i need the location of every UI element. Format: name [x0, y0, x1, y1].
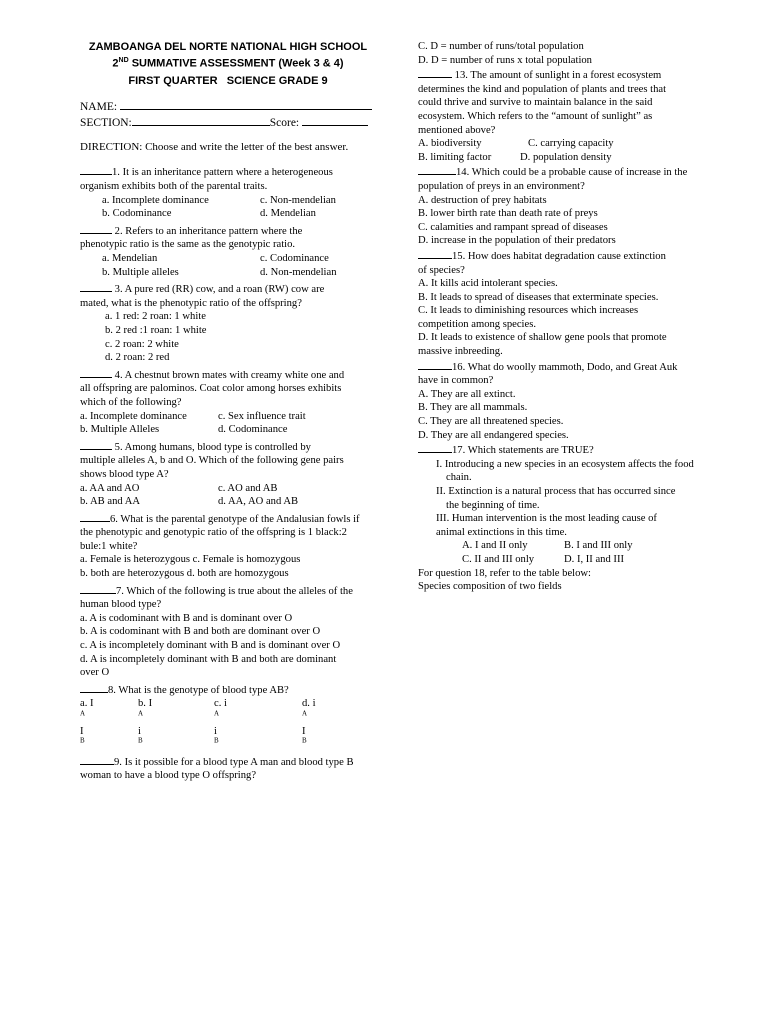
- question-4: 4. A chestnut brown mates with creamy white one and all offspring are palominos. Coat color among horses exhibits which of the following? a. Incomplete dominance c. Sex influence trait b. Multiple Alleles d. Codominance: [80, 367, 376, 437]
- answer-blank[interactable]: [80, 754, 114, 765]
- option-c: C. II and III only: [462, 553, 535, 565]
- question-14: 14. Which could be a probable cause of increase in the population of preys in an environment? A. destruction of prey habitats B. lower birth rate than death rate of preys C. calamities and rampant spread of diseases D. increase in the population of their predators: [418, 164, 713, 248]
- answer-blank[interactable]: [80, 367, 112, 378]
- answer-blank[interactable]: [418, 164, 456, 175]
- name-blank[interactable]: [120, 98, 372, 110]
- answer-blank[interactable]: [418, 248, 452, 259]
- option-c: C. D = number of runs/total population: [418, 41, 584, 52]
- school-name: ZAMBOANGA DEL NORTE NATIONAL HIGH SCHOOL: [88, 41, 368, 53]
- quarter-subject: FIRST QUARTER SCIENCE GRADE 9: [128, 74, 328, 87]
- option-d: D. population density: [520, 151, 612, 163]
- option-b: B. It leads to spread of diseases that exterminate species.: [418, 291, 659, 303]
- answer-blank[interactable]: [80, 511, 110, 522]
- question-3: 3. A pure red (RR) cow, and a roan (RW) cow are mated, what is the phenotypic ratio of the offspring? a. 1 red: 2 roan: 1 white b. 2 red :1 roan: 1 white c. 2 roan: 2 white d. 2 roan: 2 red: [80, 281, 376, 365]
- option-b: b. Multiple alleles: [102, 266, 179, 278]
- score-blank[interactable]: [302, 114, 368, 126]
- question-16: 16. What do woolly mammoth, Dodo, and Great Auk have in common? A. They are all extinct. B. They are all mammals. C. They are all threatened species. D. They are all endangered species.: [418, 359, 713, 443]
- answer-blank[interactable]: [80, 223, 112, 234]
- question-15: 15. How does habitat degradation cause extinction of species? A. It kills acid intolerant species. B. It leads to spread of diseases that exterminate species. C. It leads to diminishing resources which increases competition among species. D. It leads to existence of shallow gene pools that promote massive inbreeding.: [418, 248, 713, 359]
- option-c: C. They are all threatened species.: [418, 416, 564, 428]
- option-d: d. AA, AO and AB: [218, 496, 299, 508]
- option-d: d. Non-mendelian: [260, 266, 337, 278]
- option-d: d. Mendelian: [260, 208, 316, 220]
- question-9: 9. Is it possible for a blood type A man and blood type B woman to have a blood type O offspring?: [80, 754, 376, 783]
- option-b: B. They are all mammals.: [418, 402, 528, 414]
- option-c: c. i $^A$ i $^B$: [214, 698, 227, 745]
- right-column: [418, 40, 713, 594]
- option-d: D. increase in the population of their predators: [418, 235, 616, 247]
- option-a: a. A is codominant with B and is dominant over O: [80, 612, 293, 624]
- assessment-title: 2ND SUMMATIVE ASSESSMENT (Week 3 & 4): [112, 57, 344, 70]
- option-b: b. 2 red :1 roan: 1 white: [105, 324, 207, 336]
- answer-blank[interactable]: [80, 682, 108, 693]
- option-a: A. biodiversity: [418, 138, 482, 150]
- option-b: B. I and III only: [564, 540, 633, 552]
- option-a: a. AA and AO: [80, 482, 140, 494]
- answer-blank[interactable]: [418, 67, 452, 78]
- option-d: d. A is incompletely dominant with B and both are dominant: [80, 653, 337, 665]
- option-a: a. 1 red: 2 roan: 1 white: [105, 311, 206, 323]
- option-c: C. It leads to diminishing resources which increases: [418, 305, 639, 317]
- option-b: b. Codominance: [102, 208, 172, 220]
- option-a: a. I $^A$ I $^B$: [80, 698, 94, 745]
- option-c: c. A is incompletely dominant with B and is dominant over O: [80, 640, 341, 652]
- option-d: D. It leads to existence of shallow gene pools that promote: [418, 332, 667, 344]
- option-c: c. Non-mendelian: [260, 194, 336, 206]
- option-a: a. Mendelian: [102, 253, 158, 264]
- option-a: A. I and II only: [462, 540, 528, 552]
- table-caption: Species composition of two fields: [418, 581, 562, 593]
- option-b: B. lower birth rate than death rate of preys: [418, 208, 598, 220]
- option-d: D. D = number of runs x total population: [418, 54, 592, 66]
- statement-2: II. Extinction is a natural process that has occurred since: [436, 486, 676, 497]
- option-d: d. i $^A$ I $^B$: [302, 698, 316, 745]
- option-c: c. 2 roan: 2 white: [105, 338, 179, 350]
- question-17: 17. Which statements are TRUE? I. Introducing a new species in an ecosystem affects the food chain. II. Extinction is a natural process that has occurred since the beginning of time. III. Human intervention is the most leading cause of animal extinctions in this time. A. I and II only B. I and III only C. II and III only D. I, II and III: [418, 442, 713, 566]
- option-a: a. Incomplete dominance: [80, 410, 187, 422]
- answer-blank[interactable]: [80, 164, 112, 175]
- option-b: B. limiting factor: [418, 151, 492, 163]
- answer-blank[interactable]: [418, 359, 452, 370]
- option-b: b. A is codominant with B and both are dominant over O: [80, 626, 321, 638]
- answer-blank[interactable]: [418, 442, 452, 453]
- option-b: b. Multiple Alleles: [80, 424, 160, 436]
- section-field[interactable]: SECTION: Score:: [80, 114, 376, 131]
- answer-blank[interactable]: [80, 439, 112, 450]
- option-a-c: a. Female is heterozygous c. Female is homozygous: [80, 554, 301, 566]
- question-13: 13. The amount of sunlight in a forest ecosystem determines the kind and population of plants and trees that could thrive and survive to maintain balance in the said ecosystem. Which refers to the “amount of sunlight” as mentioned above? A. biodiversity C. carrying capacity B. limiting factor D. population density: [418, 67, 713, 164]
- question-6: 6. What is the parental genotype of the Andalusian fowls if the phenotypic and genotypic ratio of the offspring is 1 black:2 bule:1 white? a. Female is heterozygous c. Female is homozygous b. both are heterozygous d. both are homozygous: [80, 511, 376, 581]
- question-5: 5. Among humans, blood type is controlled by multiple alleles A, b and O. Which of the following gene pairs shows blood type A? a. AA and AO c. AO and AB b. AB and AA d. AA, AO and AB: [80, 439, 376, 509]
- option-a: A. It kills acid intolerant species.: [418, 278, 558, 290]
- question-7: 7. Which of the following is true about the alleles of the human blood type? a. A is codominant with B and is dominant over O b. A is codominant with B and both are dominant over O c. A is incompletely dominant with B and is dominant over O d. A is incompletely dominant with B and both are dominant over O: [80, 583, 376, 680]
- option-b-d: b. both are heterozygous d. both are homozygous: [80, 568, 289, 580]
- answer-blank[interactable]: [80, 583, 116, 594]
- option-b: b. I $^A$ i $^B$: [138, 698, 153, 745]
- question-18-intro: For question 18, refer to the table below:: [418, 567, 591, 579]
- statement-1: I. Introducing a new species in an ecosystem affects the food: [436, 458, 694, 470]
- answer-blank[interactable]: [80, 281, 112, 292]
- name-field[interactable]: NAME:: [80, 98, 376, 115]
- option-c: c. AO and AB: [218, 482, 278, 494]
- option-a: a. Incomplete dominance: [102, 194, 209, 206]
- option-c: C. calamities and rampant spread of diseases: [418, 221, 608, 233]
- left-column: [80, 40, 376, 783]
- direction: DIRECTION: Choose and write the letter of the best answer.: [80, 140, 349, 153]
- option-d: D. They are all endangered species.: [418, 429, 569, 441]
- option-a: A. They are all extinct.: [418, 388, 516, 400]
- option-d: d. Codominance: [218, 424, 288, 436]
- section-blank[interactable]: [132, 114, 270, 126]
- option-b: b. AB and AA: [80, 496, 141, 508]
- option-d: D. I, II and III: [564, 553, 625, 565]
- statement-3: III. Human intervention is the most leading cause of: [436, 513, 657, 525]
- question-8: 8. What is the genotype of blood type AB? a. I $^A$ I $^B$ b. I $^A$ i $^B$ c. i $^A$ i $^B$ d. i $^A$ I $^B$: [80, 682, 376, 752]
- option-d: d. 2 roan: 2 red: [105, 352, 170, 364]
- option-c: c. Sex influence trait: [218, 410, 306, 422]
- option-c: c. Codominance: [260, 253, 329, 264]
- option-a: A. destruction of prey habitats: [418, 194, 547, 206]
- option-c: C. carrying capacity: [528, 138, 614, 150]
- question-1: 1. It is an inheritance pattern where a heterogeneous organism exhibits both of the parental traits. a. Incomplete dominance c. Non-mendelian b. Codominance d. Mendelian: [80, 164, 376, 220]
- question-2: 2. Refers to an inheritance pattern where the phenotypic ratio is the same as the genotypic ratio. a. Mendelian c. Codominance b. Multiple alleles d. Non-mendelian: [80, 223, 376, 279]
